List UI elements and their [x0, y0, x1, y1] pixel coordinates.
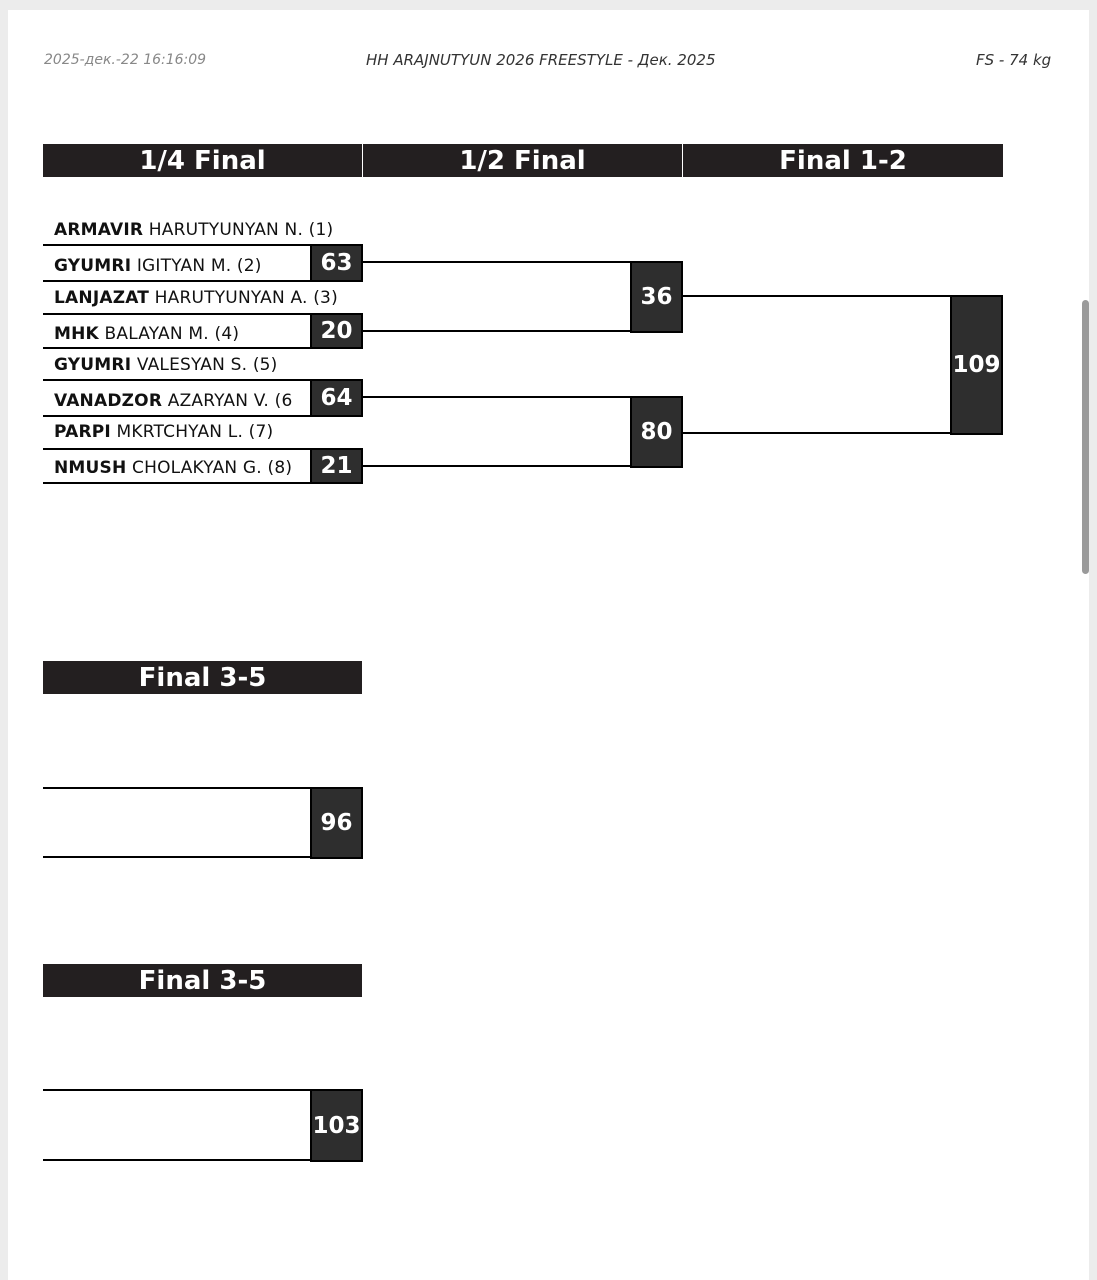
bracket-connector	[362, 261, 632, 263]
wrestler-entry-8	[54, 458, 292, 478]
entry-divider	[43, 313, 311, 315]
bracket-connector	[362, 330, 632, 332]
entry-divider	[43, 244, 311, 246]
bout-number-sf1: 36	[630, 261, 683, 333]
event-title: HH ARAJNUTYUN 2026 FREESTYLE - Дек. 2025	[366, 51, 716, 69]
entry-divider	[43, 787, 311, 789]
round-header-quarter: 1/4 Final	[43, 144, 362, 177]
entry-divider	[43, 1159, 311, 1161]
wrestler-entry-2	[54, 256, 262, 276]
wrestler-club: GYUMRI	[54, 256, 132, 276]
bout-number-bronze-1: 96	[310, 787, 363, 859]
wrestler-club: MHK	[54, 324, 99, 344]
round-header-semi: 1/2 Final	[363, 144, 682, 177]
entry-divider	[43, 448, 311, 450]
bout-number-qf2: 20	[310, 313, 363, 349]
bout-number-qf3: 64	[310, 379, 363, 417]
entry-divider	[43, 415, 311, 417]
wrestler-name: BALAYAN M. (4)	[104, 324, 240, 344]
wrestler-entry-4	[54, 324, 239, 344]
bronze-header-1: Final 3-5	[43, 661, 362, 694]
wrestler-name: CHOLAKYAN G. (8)	[132, 458, 293, 478]
wrestler-name: AZARYAN V. (6	[167, 391, 293, 411]
bout-number-qf1: 63	[310, 244, 363, 282]
wrestler-name: MKRTCHYAN L. (7)	[116, 422, 274, 442]
bout-number-sf2: 80	[630, 396, 683, 468]
entry-divider	[43, 1089, 311, 1091]
wrestler-club: NMUSH	[54, 458, 127, 478]
bracket-connector	[682, 295, 952, 297]
entry-divider	[43, 347, 311, 349]
wrestler-name: VALESYAN S. (5)	[136, 355, 278, 375]
wrestler-club: ARMAVIR	[54, 220, 144, 240]
weight-category: FS - 74 kg	[976, 51, 1052, 69]
entry-divider	[43, 379, 311, 381]
bout-number-bronze-2: 103	[310, 1089, 363, 1162]
bout-number-qf4: 21	[310, 448, 363, 484]
wrestler-entry-5	[54, 355, 278, 375]
wrestler-entry-6	[54, 391, 292, 411]
bracket-connector	[682, 432, 952, 434]
wrestler-club: VANADZOR	[54, 391, 163, 411]
wrestler-name: HARUTYUNYAN N. (1)	[148, 220, 334, 240]
bronze-header-2: Final 3-5	[43, 964, 362, 997]
wrestler-entry-3	[54, 288, 338, 308]
wrestler-entry-1	[54, 220, 333, 240]
wrestler-club: PARPI	[54, 422, 111, 442]
vertical-scrollbar[interactable]	[1082, 300, 1089, 574]
print-timestamp: 2025-дек.-22 16:16:09	[44, 52, 207, 68]
entry-divider	[43, 482, 311, 484]
bracket-connector	[362, 465, 632, 467]
wrestler-club: LANJAZAT	[54, 288, 150, 308]
entry-divider	[43, 280, 311, 282]
entry-divider	[43, 856, 311, 858]
bracket-connector	[362, 396, 632, 398]
wrestler-name: HARUTYUNYAN A. (3)	[154, 288, 338, 308]
wrestler-club: GYUMRI	[54, 355, 132, 375]
bout-number-final: 109	[950, 295, 1003, 435]
round-header-final: Final 1-2	[683, 144, 1003, 177]
wrestler-entry-7	[54, 422, 273, 442]
wrestler-name: IGITYAN M. (2)	[136, 256, 262, 276]
